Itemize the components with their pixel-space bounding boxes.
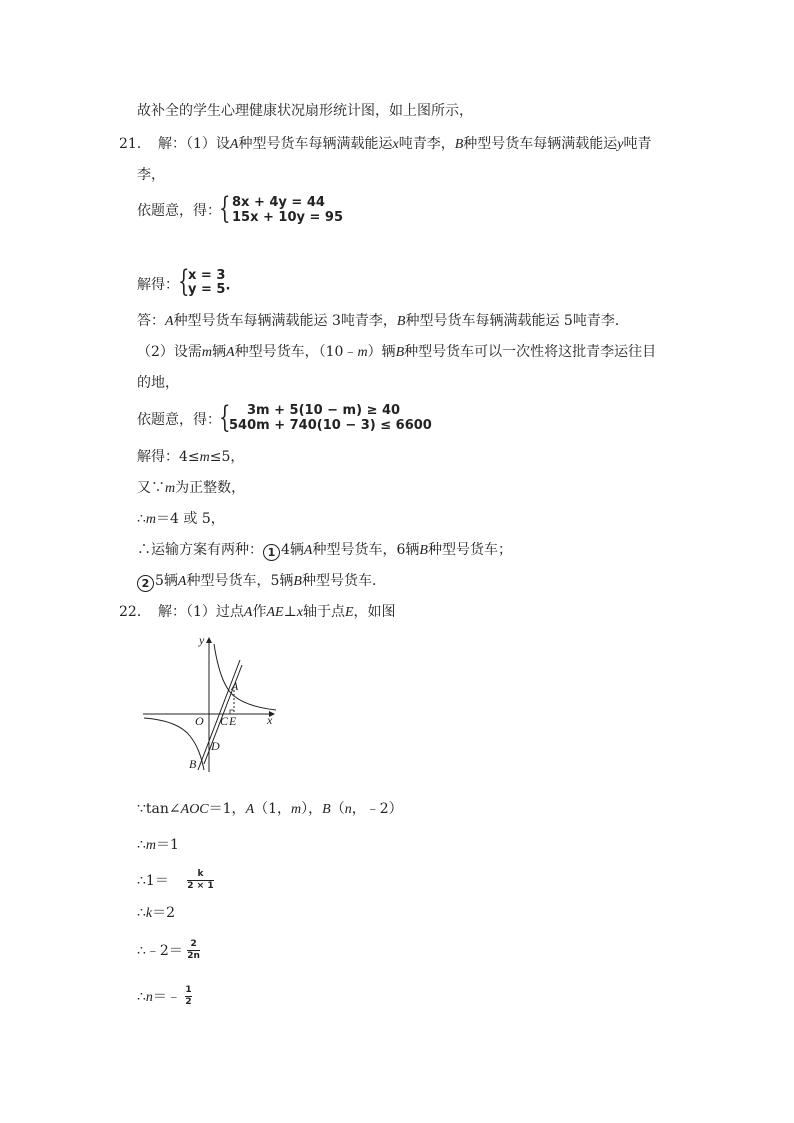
label-y: y [199, 633, 205, 647]
fraction: $\frac{1}{2}$ [185, 985, 192, 1007]
q21-plan-2: 2 5辆A种型号货车，5辆B种型号货车． [137, 574, 386, 592]
hyperbola-branch-upper [214, 644, 276, 710]
equation-2: 15x + 10y = 95 [232, 210, 344, 225]
fraction: $\frac{k}{2 \times 1}$ [187, 869, 214, 891]
inequality-2: 540m + 740(10 − 3) ≤ 6600 [229, 418, 432, 433]
q21-answer: 答：A种型号货车每辆满载能运 3吨青李，B种型号货车每辆满载能运 5吨青李． [137, 313, 629, 329]
q22-k-equation: ∴1＝ $\frac{k}{2 \times 1}$ [137, 869, 214, 891]
q21-setup-label: 依题意，得： [137, 203, 221, 219]
left-brace-icon: { [219, 191, 231, 226]
solution-y: y = 5· [188, 282, 231, 297]
q21-range: 解得：4≤m≤5， [137, 449, 245, 465]
q21-part2-line-2: 的地， [137, 375, 179, 391]
fraction: $\frac{2}{2n}$ [187, 939, 200, 961]
left-brace-icon: { [219, 400, 231, 435]
circled-number: 1 [263, 544, 280, 561]
label-a: A [231, 679, 239, 693]
label-o: O [195, 714, 204, 728]
function-graph [138, 630, 288, 775]
question-number-22: 22． [119, 604, 151, 620]
q22-k-value: ∴k＝2 [137, 905, 176, 921]
label-c: C [220, 714, 229, 728]
q21-plan-1: ∴运输方案有两种： 1 4辆A种型号货车，6辆B种型号货车； [137, 542, 512, 559]
inequality-1: 3m + 5(10 − m) ≥ 40 [247, 403, 401, 418]
q21-integer: 又∵m为正整数， [137, 480, 246, 496]
q21-values: ∴m＝4 或 5， [137, 511, 225, 527]
equation-1: 8x + 4y = 44 [232, 195, 325, 210]
q21-ineq-label: 依题意，得： [137, 412, 221, 428]
q21-solve-label: 解得： [137, 277, 179, 293]
label-b: B [189, 757, 197, 771]
solution-x: x = 3 [188, 268, 226, 283]
q21-part2-line-1: （2）设需m辆A种型号货车，（10﹣m）辆B种型号货车可以一次性将这批青李运往目 [137, 344, 657, 360]
q21-line-1: 解：（1）设A种型号货车每辆满载能运x吨青李，B种型号货车每辆满载能运y吨青 [158, 136, 652, 152]
q22-m-value: ∴m＝1 [137, 837, 179, 853]
left-brace-icon: { [178, 264, 190, 299]
q21-line-2: 李， [137, 167, 165, 183]
q22-n-value: ∴n＝﹣ $\frac{1}{2}$ [137, 985, 192, 1007]
label-d: D [211, 739, 220, 753]
question-number-21: 21． [119, 136, 151, 152]
line-text: 故补全的学生心理健康状况扇形统计图，如上图所示， [137, 103, 473, 119]
q22-n-equation: ∴﹣2＝ $\frac{2}{2n}$ [137, 939, 200, 961]
label-e: E [229, 714, 237, 728]
label-x: x [267, 713, 273, 727]
q22-given: ∵tan∠AOC＝1，A（1，m），B（n，﹣2） [137, 801, 403, 817]
q22-line-1: 解：（1）过点A作AE⊥x轴于点E，如图 [158, 604, 396, 620]
text-line [137, 104, 473, 118]
circled-number: 2 [137, 575, 154, 592]
